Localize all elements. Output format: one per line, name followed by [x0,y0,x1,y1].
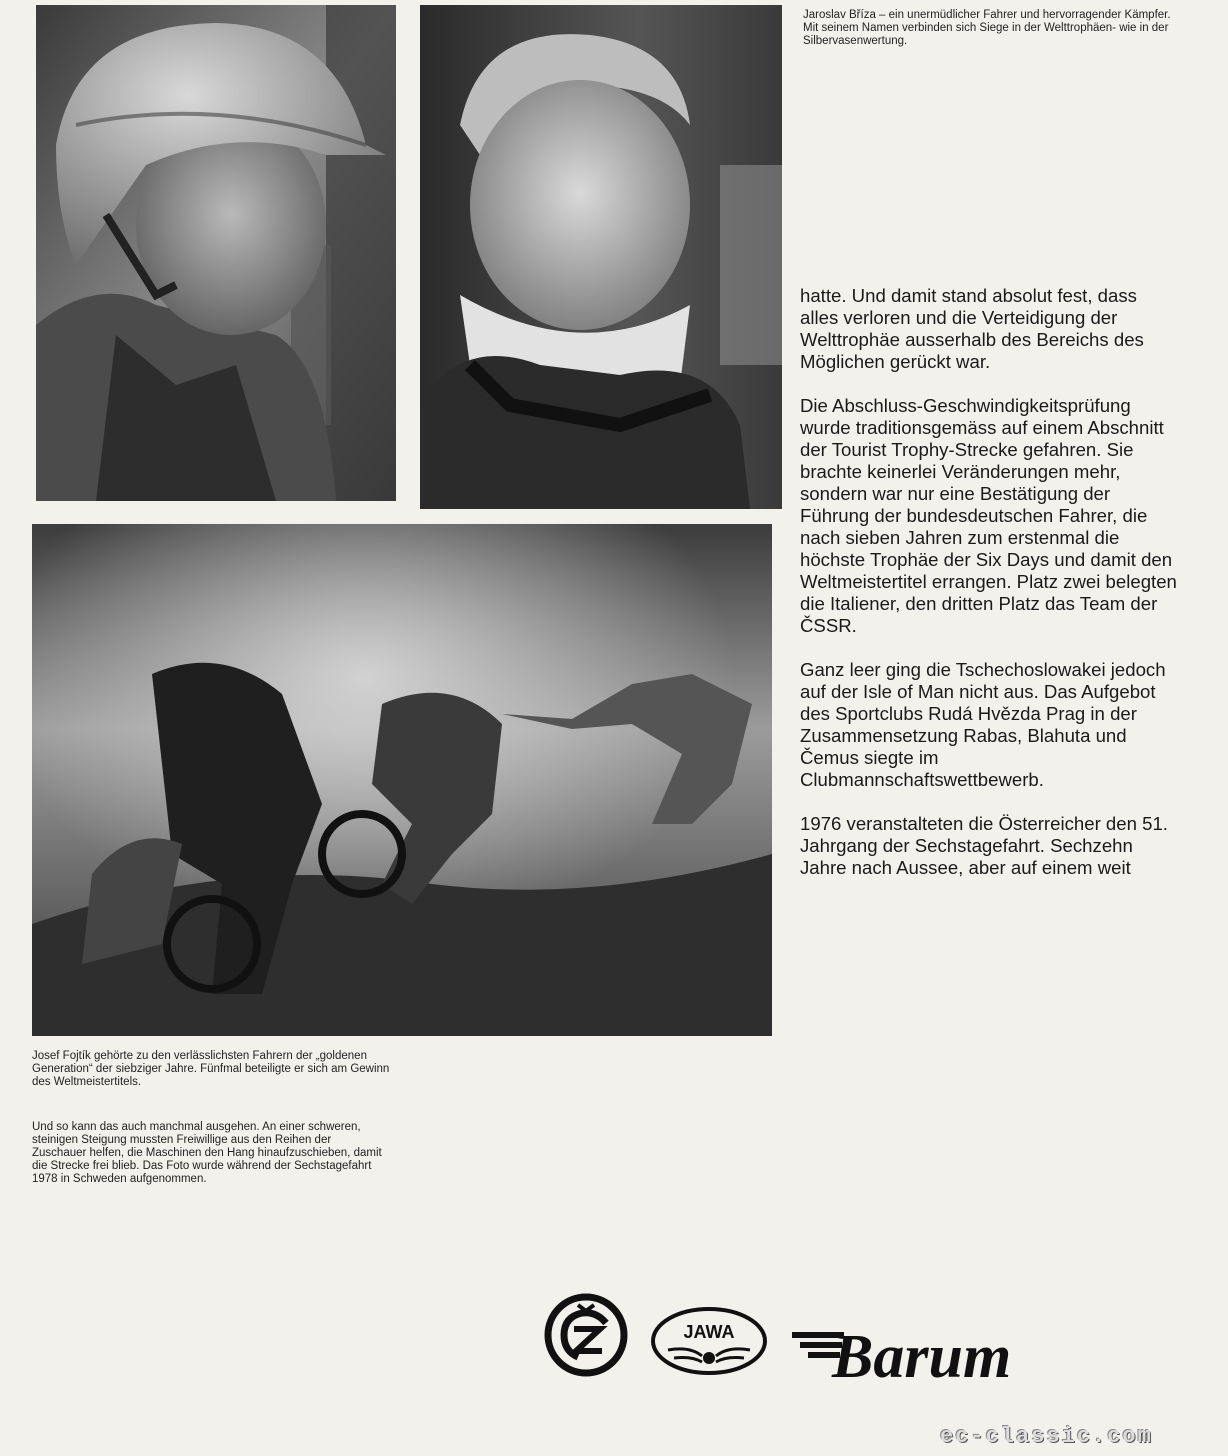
paragraph: Ganz leer ging die Tschechoslowakei jedoch auf der Isle of Man nicht aus. Das Aufgebot des Sportclubs Rudá Hvězda Prag in der Zusammensetzung Rabas, Blahuta und Čemus siegte im Clubmannschaftswettbewerb. [800,659,1166,790]
barum-logo [792,1315,1112,1387]
caption-pushing-motorcycle: Und so kann das auch manchmal ausgehen. An einer schweren, steinigen Steigung mussten Freiwillige aus den Reihen der Zuschauer helfen, die Maschinen den Hang hinaufzuschieben, damit die Strecke frei blieb. Das Foto wurde während der Sechstagefahrt 1978 in Schweden aufgenommen. [32,1121,382,1185]
svg-text:JAWA: JAWA [683,1322,735,1342]
paragraph: 1976 veranstalteten die Österreicher den 51. Jahrgang der Sechstagefahrt. Sechzehn Jahre nach Aussee, aber auf einem weit [800,813,1168,878]
caption-jaroslav-briza: Jaroslav Bříza – ein unermüdlicher Fahrer und hervorragender Kämpfer. Mit seinem Namen verbinden sich Siege in der Welttrophäen- wie in der Silbervasenwertung. [803,9,1171,47]
watermark: ec-classic.com [940,1424,1153,1449]
paragraph: hatte. Und damit stand absolut fest, dass alles verloren und die Verteidigung der Welttrophäe ausserhalb des Bereichs des Möglichen gerückt war. [800,285,1144,372]
svg-text:Barum: Barum [832,1323,1012,1387]
photo-spectators-pushing-motorcycle [32,524,772,1036]
jawa-logo [650,1306,768,1376]
paragraph: Die Abschluss-Geschwindigkeitsprüfung wurde traditionsgemäss auf einem Abschnitt der Tourist Trophy-Strecke gefahren. Sie brachte keinerlei Veränderungen mehr, sondern war nur eine Bestätigung der Führung der bundesdeutschen Fahrer, die nach sieben Jahren zum erstenmal die höchste Trophäe der Six Days und damit den Weltmeistertitel errangen. Platz zwei belegten die Italiener, den dritten Platz das Team der ČSSR. [800,395,1177,636]
article-body [800,285,1180,901]
cz-logo [544,1293,628,1377]
photo-josef-fojtik [36,5,396,501]
photo-jaroslav-briza [420,5,782,509]
caption-josef-fojtik: Josef Fojtík gehörte zu den verlässlichsten Fahrern der „goldenen Generation“ der siebziger Jahre. Fünfmal beteiligte er sich am Gewinn des Weltmeistertitels. [32,1050,390,1088]
